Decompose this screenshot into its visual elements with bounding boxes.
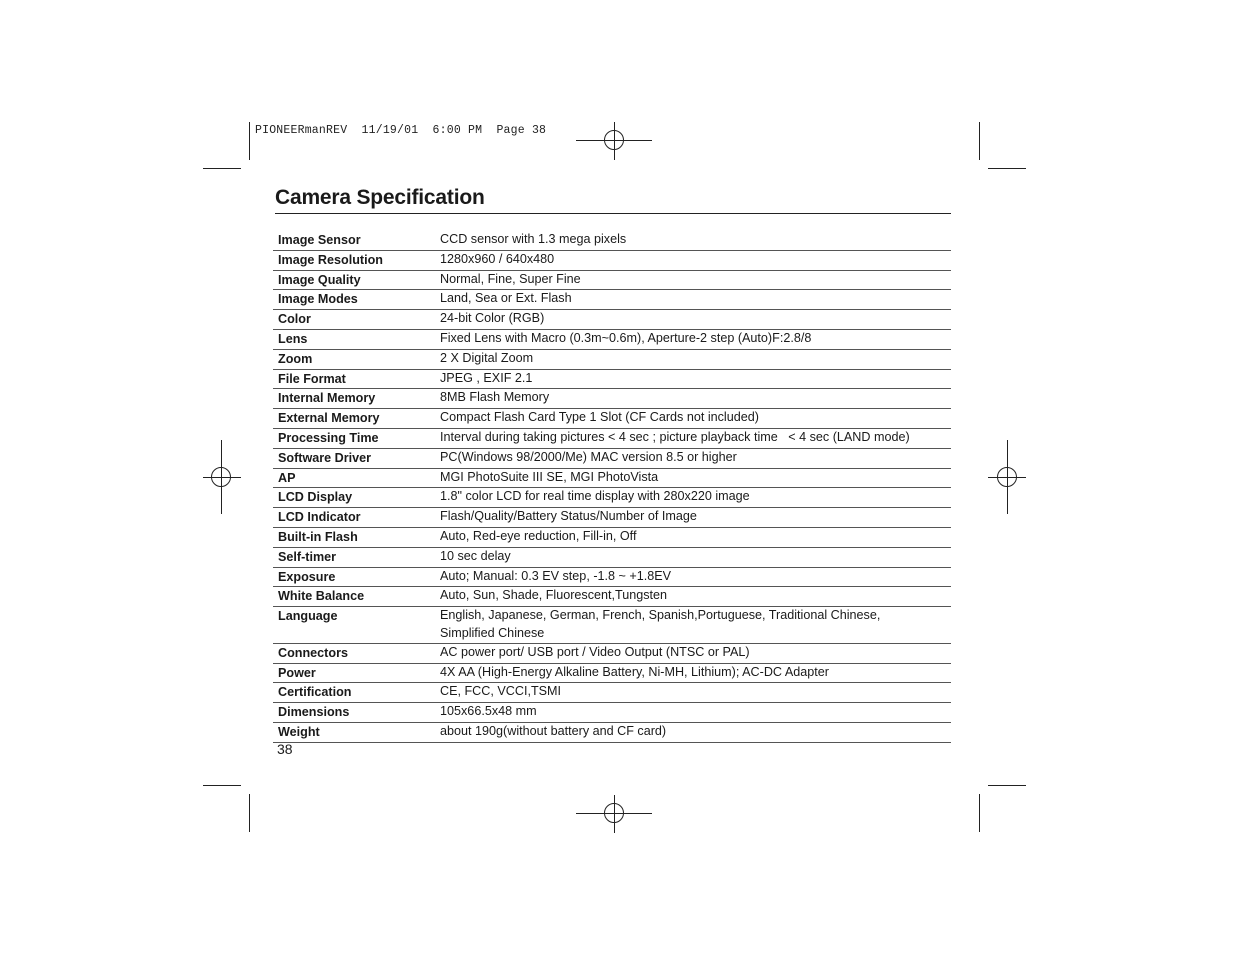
- spec-label: Image Resolution: [278, 252, 383, 267]
- crop-mark-top-right-horizontal: [988, 168, 1026, 169]
- spec-row: [273, 607, 951, 644]
- spec-row: [273, 271, 951, 291]
- spec-label: File Format: [278, 371, 346, 386]
- spec-value: 24-bit Color (RGB): [440, 311, 545, 326]
- spec-label: Processing Time: [278, 430, 379, 445]
- spec-row: [273, 370, 951, 390]
- registration-mark-bottom-circle: [604, 803, 624, 823]
- spec-value: 10 sec delay: [440, 548, 511, 563]
- spec-value: PC(Windows 98/2000/Me) MAC version 8.5 or higher: [440, 449, 737, 464]
- spec-value: Interval during taking pictures < 4 sec ; picture playback time < 4 sec (LAND mode): [440, 429, 910, 444]
- crop-mark-bottom-right-horizontal: [988, 785, 1026, 786]
- spec-row: [273, 587, 951, 607]
- spec-label: Image Quality: [278, 272, 361, 287]
- spec-row: [273, 389, 951, 409]
- spec-row: [273, 290, 951, 310]
- spec-row: [273, 310, 951, 330]
- page-number: 38: [277, 741, 293, 757]
- spec-row: [273, 429, 951, 449]
- spec-value: Fixed Lens with Macro (0.3m~0.6m), Aperture-2 step (Auto)F:2.8/8: [440, 330, 812, 345]
- spec-value: Land, Sea or Ext. Flash: [440, 291, 572, 306]
- spec-row: [273, 644, 951, 664]
- registration-mark-right-circle: [997, 467, 1017, 487]
- spec-label: Lens: [278, 331, 308, 346]
- spec-value: 8MB Flash Memory: [440, 390, 550, 405]
- spec-label: Language: [278, 609, 338, 624]
- spec-value: CE, FCC, VCCI,TSMI: [440, 684, 562, 699]
- spec-value: Normal, Fine, Super Fine: [440, 271, 581, 286]
- spec-row: [273, 350, 951, 370]
- spec-label: Certification: [278, 685, 352, 700]
- spec-row: [273, 469, 951, 489]
- spec-value: AC power port/ USB port / Video Output (NTSC or PAL): [440, 644, 750, 659]
- spec-row: [273, 548, 951, 568]
- spec-row: [273, 330, 951, 350]
- spec-value: 4X AA (High-Energy Alkaline Battery, Ni-MH, Lithium); AC-DC Adapter: [440, 664, 829, 679]
- registration-mark-top-circle: [604, 130, 624, 150]
- spec-value: MGI PhotoSuite III SE, MGI PhotoVista: [440, 469, 659, 484]
- spec-label: Color: [278, 312, 311, 327]
- spec-value: JPEG , EXIF 2.1: [440, 370, 533, 385]
- spec-row: [273, 683, 951, 703]
- spec-row: [273, 488, 951, 508]
- spec-value: Flash/Quality/Battery Status/Number of Image: [440, 509, 697, 524]
- crop-mark-bottom-left-horizontal: [203, 785, 241, 786]
- spec-row: [273, 703, 951, 723]
- spec-value: about 190g(without battery and CF card): [440, 723, 667, 738]
- crop-mark-top-right-vertical: [979, 122, 980, 160]
- spec-label: LCD Display: [278, 490, 353, 505]
- spec-value: Auto, Red-eye reduction, Fill-in, Off: [440, 528, 637, 543]
- spec-row: [273, 528, 951, 548]
- spec-value: Auto; Manual: 0.3 EV step, -1.8 ~ +1.8EV: [440, 568, 672, 583]
- crop-mark-bottom-right-vertical: [979, 794, 980, 832]
- spec-row: [273, 664, 951, 684]
- spec-value: 2 X Digital Zoom: [440, 350, 534, 365]
- spec-row: [273, 409, 951, 429]
- registration-mark-left-circle: [211, 467, 231, 487]
- spec-row: [273, 449, 951, 469]
- spec-value: CCD sensor with 1.3 mega pixels: [440, 232, 627, 246]
- spec-label: Power: [278, 665, 316, 680]
- spec-value: 1280x960 / 640x480: [440, 251, 555, 266]
- spec-value: 1.8" color LCD for real time display with 280x220 image: [440, 489, 750, 504]
- spec-label: Dimensions: [278, 705, 350, 720]
- spec-label: Internal Memory: [278, 391, 376, 406]
- spec-row: [273, 723, 951, 743]
- crop-mark-top-left-vertical: [249, 122, 250, 160]
- spec-row: [273, 251, 951, 271]
- spec-label: Built-in Flash: [278, 529, 358, 544]
- spec-label: Weight: [278, 724, 320, 739]
- spec-value: 105x66.5x48 mm: [440, 704, 537, 719]
- spec-label: Image Sensor: [278, 233, 361, 247]
- spec-label: AP: [278, 470, 296, 485]
- crop-mark-top-left-horizontal: [203, 168, 241, 169]
- spec-row: [273, 568, 951, 588]
- spec-label: External Memory: [278, 411, 380, 426]
- spec-label: Exposure: [278, 569, 336, 584]
- spec-table: [273, 231, 951, 743]
- spec-label: Image Modes: [278, 292, 358, 307]
- spec-label: Self-timer: [278, 549, 337, 564]
- page-title: Camera Specification: [275, 186, 485, 209]
- crop-mark-bottom-left-vertical: [249, 794, 250, 832]
- spec-value: Auto, Sun, Shade, Fluorescent,Tungsten: [440, 588, 668, 603]
- print-header: PIONEERmanREV 11/19/01 6:00 PM Page 38: [255, 124, 547, 137]
- spec-label: White Balance: [278, 589, 365, 604]
- spec-value: Compact Flash Card Type 1 Slot (CF Cards not included): [440, 410, 759, 425]
- spec-value: English, Japanese, German, French, Spanish,Portuguese, Traditional Chinese, Simplified Chinese: [440, 608, 881, 640]
- spec-label: LCD Indicator: [278, 510, 361, 525]
- spec-row: [273, 508, 951, 528]
- spec-label: Software Driver: [278, 450, 372, 465]
- spec-label: Connectors: [278, 645, 348, 660]
- title-rule: [275, 213, 951, 214]
- spec-row: [273, 231, 951, 251]
- spec-label: Zoom: [278, 351, 313, 366]
